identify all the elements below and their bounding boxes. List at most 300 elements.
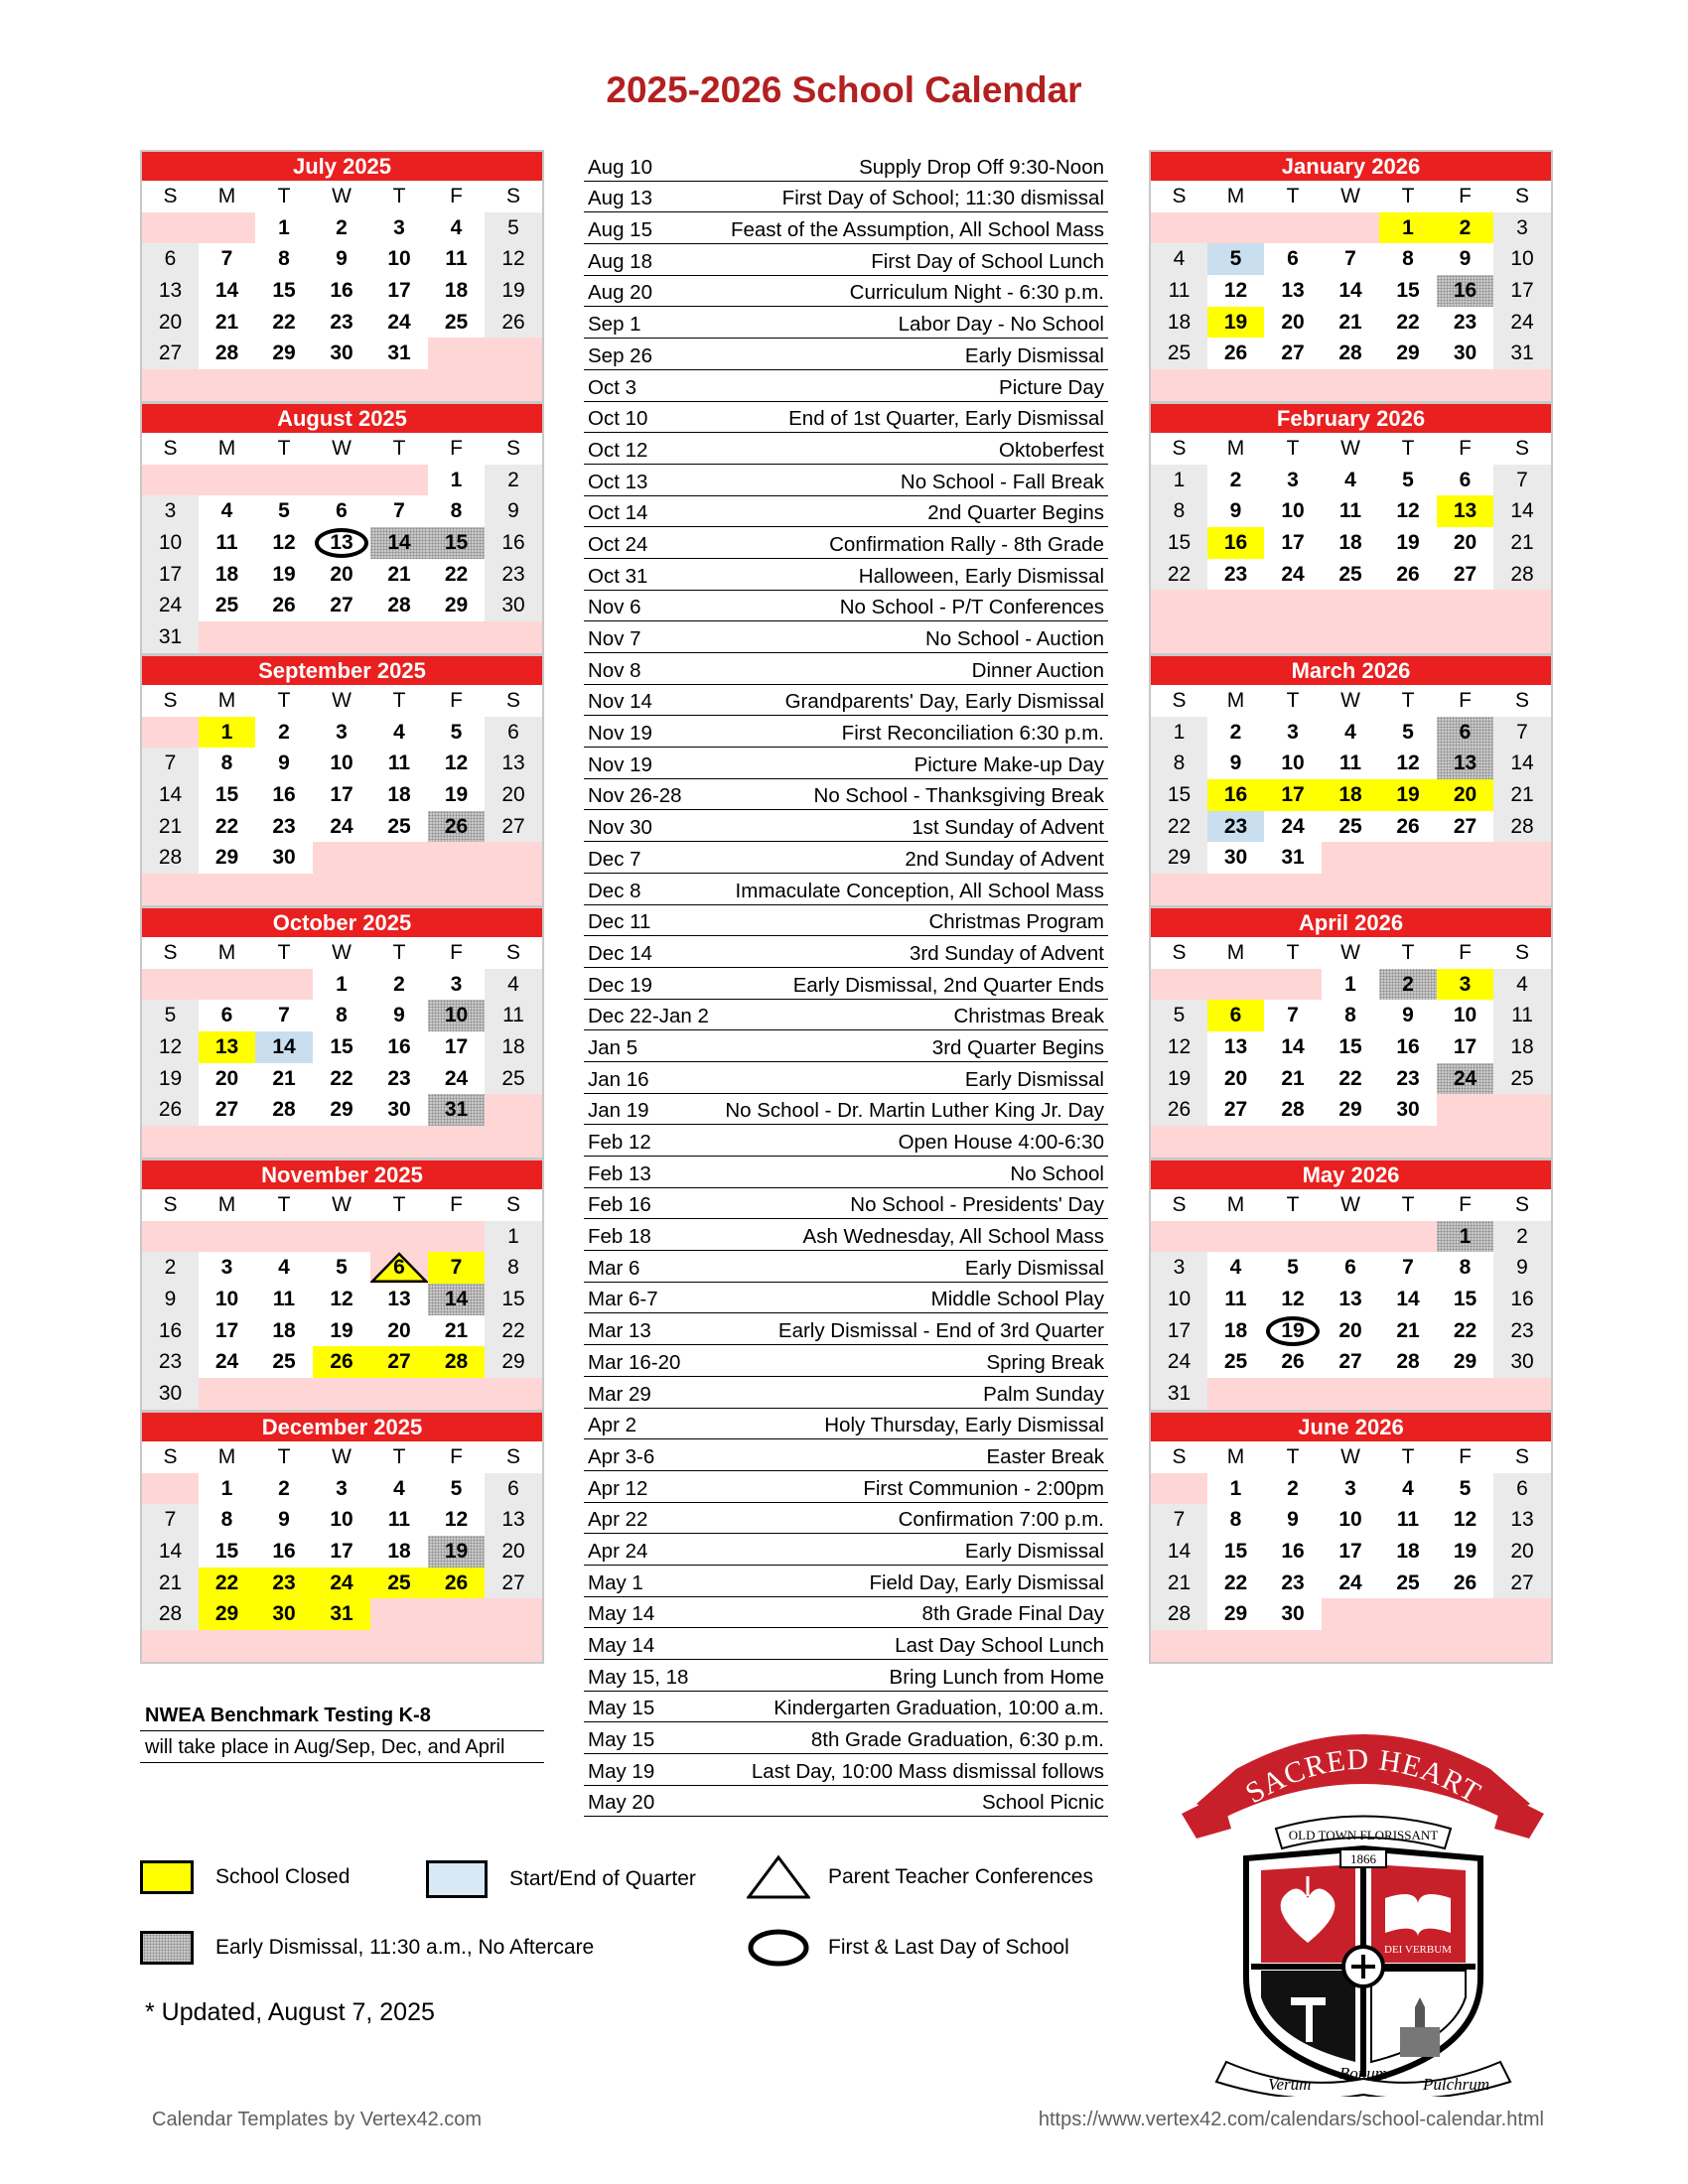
event-date: Aug 20 <box>588 281 652 305</box>
event-description: Feast of the Assumption, All School Mass <box>730 218 1104 242</box>
empty-day <box>255 369 313 401</box>
logo-location-text: OLD TOWN FLORISSANT <box>1288 1828 1439 1843</box>
calendar-day: 13 <box>1437 748 1493 779</box>
calendar-day: 2 <box>255 1473 313 1505</box>
calendar-day: 14 <box>428 1284 485 1315</box>
calendar-day: 10 <box>370 243 428 275</box>
month-calendar <box>140 402 544 655</box>
event-row <box>584 212 1108 244</box>
empty-day <box>428 1221 485 1253</box>
calendar-day: 5 <box>1379 465 1437 496</box>
event-date: Oct 31 <box>588 564 648 588</box>
calendar-day: 16 <box>255 1536 313 1568</box>
calendar-day: 9 <box>1207 748 1264 779</box>
calendar-day: 6 <box>1322 1252 1379 1284</box>
event-date: Aug 13 <box>588 187 652 210</box>
empty-day <box>142 212 199 244</box>
event-date: Nov 7 <box>588 627 641 650</box>
month-header: September 2025 <box>142 656 542 685</box>
event-row <box>584 276 1108 308</box>
calendar-day: 23 <box>485 559 542 591</box>
event-row <box>584 779 1108 811</box>
empty-day <box>1264 1221 1322 1253</box>
calendar-day: 7 <box>255 1000 313 1031</box>
calendar-day: 10 <box>1264 495 1322 527</box>
empty-day <box>428 338 485 369</box>
calendar-day: 14 <box>255 1031 313 1063</box>
empty-day <box>1264 369 1322 401</box>
event-description: Early Dismissal - End of 3rd Quarter <box>777 1319 1104 1343</box>
empty-day <box>485 874 542 905</box>
event-date: May 19 <box>588 1759 655 1783</box>
calendar-day: 7 <box>1151 1504 1207 1536</box>
empty-day <box>1207 212 1264 244</box>
month-grid <box>142 937 542 1158</box>
month-calendar <box>1149 654 1553 907</box>
calendar-day: 21 <box>1493 527 1551 559</box>
calendar-day: 6 <box>1493 1473 1551 1505</box>
event-description: First Day of School Lunch <box>871 249 1104 273</box>
month-header: March 2026 <box>1151 656 1551 685</box>
logo-motto-2: Bonum <box>1338 2064 1388 2083</box>
empty-day <box>485 369 542 401</box>
calendar-day: 20 <box>1264 307 1322 339</box>
calendar-day: 2 <box>313 212 370 244</box>
empty-day <box>1322 1630 1379 1662</box>
calendar-day: 29 <box>1207 1598 1264 1630</box>
empty-day <box>485 1598 542 1630</box>
calendar-day: 6 <box>1207 1000 1264 1031</box>
calendar-day: 3 <box>1264 465 1322 496</box>
calendar-day: 3 <box>313 717 370 749</box>
calendar-day: 20 <box>199 1063 255 1095</box>
calendar-day: 24 <box>428 1063 485 1095</box>
empty-day <box>1493 1630 1551 1662</box>
calendar-day: 31 <box>1264 842 1322 874</box>
empty-day <box>1207 969 1264 1001</box>
event-date: Aug 10 <box>588 155 652 179</box>
month-grid <box>1151 937 1551 1158</box>
calendar-day: 28 <box>1322 338 1379 369</box>
empty-day <box>255 465 313 496</box>
weekday-header: T <box>1379 937 1437 969</box>
event-description: Supply Drop Off 9:30-Noon <box>859 155 1104 179</box>
event-description: Oktoberfest <box>999 438 1104 462</box>
legend-ptc <box>747 1854 1093 1900</box>
empty-day <box>428 621 485 653</box>
empty-day <box>1322 1598 1379 1630</box>
logo-year-text: 1866 <box>1350 1851 1376 1866</box>
calendar-day: 14 <box>142 1536 199 1568</box>
event-date: Apr 3-6 <box>588 1444 655 1468</box>
event-row <box>584 370 1108 402</box>
logo-motto-3: Pulchrum <box>1423 2075 1490 2094</box>
calendar-day: 28 <box>255 1094 313 1126</box>
empty-day <box>1207 1221 1264 1253</box>
event-date: Mar 6-7 <box>588 1288 658 1311</box>
legend-early-label: Early Dismissal, 11:30 a.m., No Aftercare <box>215 1936 595 1959</box>
event-description: Open House 4:00-6:30 <box>898 1131 1104 1154</box>
event-row <box>584 1345 1108 1377</box>
empty-day <box>255 1126 313 1158</box>
empty-day <box>1493 874 1551 905</box>
calendar-day: 1 <box>1207 1473 1264 1505</box>
calendar-day: 7 <box>1493 465 1551 496</box>
event-row <box>584 182 1108 213</box>
calendar-day: 12 <box>142 1031 199 1063</box>
weekday-header: F <box>428 433 485 465</box>
calendar-day: 5 <box>313 1252 370 1284</box>
event-date: May 14 <box>588 1634 655 1657</box>
calendar-day: 4 <box>1151 243 1207 275</box>
calendar-day: 6 <box>1437 465 1493 496</box>
event-row <box>584 307 1108 339</box>
calendar-day: 28 <box>1379 1346 1437 1378</box>
empty-day <box>1322 369 1379 401</box>
calendar-day: 9 <box>370 1000 428 1031</box>
calendar-day: 16 <box>313 275 370 307</box>
event-description: Early Dismissal, 2nd Quarter Ends <box>792 973 1104 997</box>
month-grid <box>142 433 542 653</box>
weekday-header: S <box>1151 1441 1207 1473</box>
event-date: Feb 13 <box>588 1161 651 1185</box>
weekday-header: S <box>1493 1441 1551 1473</box>
weekday-header: S <box>142 433 199 465</box>
empty-day <box>428 1598 485 1630</box>
calendar-day: 12 <box>1379 495 1437 527</box>
empty-day <box>1151 590 1207 621</box>
event-description: No School <box>1010 1161 1104 1185</box>
weekday-header: T <box>1379 1441 1437 1473</box>
calendar-day: 3 <box>1322 1473 1379 1505</box>
weekday-header: F <box>428 1189 485 1221</box>
calendar-day: 8 <box>1379 243 1437 275</box>
calendar-day: 31 <box>142 621 199 653</box>
weekday-header: T <box>370 1189 428 1221</box>
calendar-day: 23 <box>1264 1568 1322 1599</box>
calendar-day: 30 <box>485 590 542 621</box>
weekday-header: M <box>1207 1441 1264 1473</box>
logo-book-text: DEI VERBUM <box>1384 1944 1452 1956</box>
empty-day <box>428 1630 485 1662</box>
event-row <box>584 810 1108 842</box>
empty-day <box>1264 874 1322 905</box>
calendar-day: 4 <box>1379 1473 1437 1505</box>
calendar-day: 31 <box>428 1094 485 1126</box>
event-description: Early Dismissal <box>964 343 1104 367</box>
empty-day <box>142 465 199 496</box>
weekday-header: F <box>428 685 485 717</box>
calendar-day: 26 <box>1151 1094 1207 1126</box>
svg-text:CATHOLIC SCHOOL <box>1293 1784 1435 1814</box>
calendar-day: 18 <box>370 779 428 811</box>
calendar-day: 14 <box>1151 1536 1207 1568</box>
event-description: 2nd Sunday of Advent <box>905 847 1104 871</box>
event-row <box>584 433 1108 465</box>
empty-day <box>1207 621 1264 653</box>
event-description: Christmas Program <box>928 910 1104 934</box>
weekday-header: M <box>1207 181 1264 212</box>
empty-day <box>1493 1598 1551 1630</box>
empty-day <box>1379 1378 1437 1410</box>
event-description: Last Day, 10:00 Mass dismissal follows <box>751 1759 1104 1783</box>
weekday-header: S <box>142 685 199 717</box>
event-date: May 15 <box>588 1728 655 1752</box>
calendar-day: 29 <box>199 1598 255 1630</box>
event-row <box>584 339 1108 370</box>
empty-day <box>1151 1630 1207 1662</box>
calendar-day: 10 <box>142 527 199 559</box>
event-date: Dec 19 <box>588 973 652 997</box>
empty-day <box>1379 590 1437 621</box>
empty-day <box>142 1630 199 1662</box>
calendar-day: 3 <box>142 495 199 527</box>
calendar-day: 5 <box>1437 1473 1493 1505</box>
calendar-day: 19 <box>1437 1536 1493 1568</box>
calendar-day: 23 <box>313 307 370 339</box>
calendar-day: 28 <box>1264 1094 1322 1126</box>
calendar-day: 27 <box>1437 811 1493 843</box>
empty-day <box>1437 874 1493 905</box>
calendar-day: 27 <box>1493 1568 1551 1599</box>
calendar-day: 19 <box>1379 527 1437 559</box>
event-date: May 14 <box>588 1602 655 1626</box>
calendar-day: 24 <box>313 811 370 843</box>
calendar-day: 15 <box>1151 779 1207 811</box>
event-date: Dec 8 <box>588 879 641 902</box>
calendar-day: 21 <box>1493 779 1551 811</box>
calendar-day: 26 <box>1379 559 1437 591</box>
calendar-day: 17 <box>199 1315 255 1347</box>
event-row <box>584 1628 1108 1660</box>
empty-day <box>1264 212 1322 244</box>
calendar-day: 7 <box>428 1252 485 1284</box>
empty-day <box>1151 1126 1207 1158</box>
legend-first-last-label: First & Last Day of School <box>828 1936 1069 1959</box>
event-date: Oct 12 <box>588 438 648 462</box>
weekday-header: S <box>485 433 542 465</box>
calendar-day: 16 <box>142 1315 199 1347</box>
event-description: 1st Sunday of Advent <box>912 816 1104 840</box>
calendar-day: 2 <box>142 1252 199 1284</box>
calendar-day: 31 <box>370 338 428 369</box>
empty-day <box>1379 1221 1437 1253</box>
calendar-day: 16 <box>1437 275 1493 307</box>
event-description: Dinner Auction <box>971 658 1104 682</box>
school-crest-logo <box>1177 1709 1549 2097</box>
calendar-day: 4 <box>370 717 428 749</box>
empty-day <box>1437 1598 1493 1630</box>
calendar-day: 28 <box>370 590 428 621</box>
weekday-header: S <box>142 937 199 969</box>
event-description: Curriculum Night - 6:30 p.m. <box>849 281 1104 305</box>
weekday-header: S <box>142 1441 199 1473</box>
calendar-day: 18 <box>1207 1315 1264 1347</box>
calendar-day: 15 <box>1151 527 1207 559</box>
event-description: Ash Wednesday, All School Mass <box>802 1225 1104 1249</box>
weekday-header: W <box>1322 685 1379 717</box>
calendar-day: 24 <box>142 590 199 621</box>
calendar-day: 16 <box>1379 1031 1437 1063</box>
calendar-day: 26 <box>1437 1568 1493 1599</box>
empty-day <box>1207 1126 1264 1158</box>
calendar-day: 26 <box>313 1346 370 1378</box>
empty-day <box>1493 1094 1551 1126</box>
calendar-day: 8 <box>485 1252 542 1284</box>
empty-day <box>1437 842 1493 874</box>
calendar-day: 17 <box>1264 527 1322 559</box>
calendar-day: 15 <box>313 1031 370 1063</box>
calendar-day: 24 <box>1151 1346 1207 1378</box>
calendar-day: 18 <box>1151 307 1207 339</box>
empty-day <box>199 1221 255 1253</box>
event-row <box>584 716 1108 748</box>
month-header: December 2025 <box>142 1413 542 1441</box>
empty-day <box>1379 369 1437 401</box>
calendar-day: 3 <box>1264 717 1322 749</box>
empty-day <box>428 1126 485 1158</box>
weekday-header: W <box>1322 937 1379 969</box>
empty-day <box>1151 621 1207 653</box>
calendar-day: 21 <box>142 1568 199 1599</box>
calendar-day: 23 <box>1207 811 1264 843</box>
weekday-header: M <box>199 937 255 969</box>
empty-day <box>1437 1094 1493 1126</box>
empty-day <box>1379 842 1437 874</box>
event-description: 8th Grade Graduation, 6:30 p.m. <box>810 1728 1104 1752</box>
event-description: Christmas Break <box>953 1005 1104 1028</box>
calendar-day: 4 <box>199 495 255 527</box>
calendar-day: 7 <box>142 1504 199 1536</box>
event-description: Immaculate Conception, All School Mass <box>735 879 1104 902</box>
weekday-header: F <box>428 1441 485 1473</box>
calendar-day: 30 <box>1379 1094 1437 1126</box>
month-grid <box>1151 1189 1551 1410</box>
calendar-day: 1 <box>1437 1221 1493 1253</box>
empty-day <box>370 842 428 874</box>
empty-day <box>1493 1126 1551 1158</box>
calendar-day: 2 <box>1264 1473 1322 1505</box>
weekday-header: T <box>1264 181 1322 212</box>
event-date: Nov 19 <box>588 752 652 776</box>
calendar-day: 18 <box>485 1031 542 1063</box>
calendar-day: 23 <box>142 1346 199 1378</box>
calendar-day: 22 <box>199 811 255 843</box>
nwea-title: NWEA Benchmark Testing K-8 <box>140 1705 544 1731</box>
weekday-header: T <box>370 937 428 969</box>
month-calendar <box>1149 150 1553 403</box>
event-row <box>584 874 1108 905</box>
calendar-day: 26 <box>485 307 542 339</box>
event-date: Mar 16-20 <box>588 1350 681 1374</box>
event-description: Picture Day <box>999 375 1104 399</box>
calendar-day: 13 <box>485 748 542 779</box>
calendar-day: 10 <box>313 748 370 779</box>
month-grid <box>1151 433 1551 653</box>
month-header: August 2025 <box>142 404 542 433</box>
event-description: 3rd Sunday of Advent <box>909 941 1104 965</box>
calendar-day: 8 <box>1322 1000 1379 1031</box>
event-row <box>584 1503 1108 1535</box>
calendar-day: 21 <box>142 811 199 843</box>
logo-subtitle-text: CATHOLIC SCHOOL <box>1292 1784 1435 1815</box>
calendar-day: 4 <box>485 969 542 1001</box>
empty-day <box>313 369 370 401</box>
calendar-day: 24 <box>199 1346 255 1378</box>
weekday-header: F <box>1437 181 1493 212</box>
calendar-day: 26 <box>142 1094 199 1126</box>
calendar-day: 3 <box>1493 212 1551 244</box>
calendar-day: 7 <box>1493 717 1551 749</box>
calendar-day: 17 <box>1437 1031 1493 1063</box>
empty-day <box>199 874 255 905</box>
month-calendar <box>140 1159 544 1412</box>
calendar-day: 22 <box>1379 307 1437 339</box>
calendar-day: 14 <box>199 275 255 307</box>
event-date: Mar 6 <box>588 1256 640 1280</box>
calendar-day: 3 <box>428 969 485 1001</box>
calendar-day: 10 <box>1264 748 1322 779</box>
calendar-day: 26 <box>255 590 313 621</box>
calendar-day: 2 <box>1207 717 1264 749</box>
calendar-day: 12 <box>1151 1031 1207 1063</box>
empty-day <box>1437 621 1493 653</box>
weekday-header: M <box>199 1189 255 1221</box>
calendar-day: 13 <box>485 1504 542 1536</box>
calendar-day: 2 <box>255 717 313 749</box>
event-row <box>584 1094 1108 1126</box>
event-date: Mar 13 <box>588 1319 651 1343</box>
empty-day <box>485 1094 542 1126</box>
calendar-day: 9 <box>1264 1504 1322 1536</box>
event-date: Dec 14 <box>588 941 652 965</box>
event-row <box>584 1377 1108 1409</box>
empty-day <box>1379 874 1437 905</box>
calendar-day: 5 <box>428 717 485 749</box>
calendar-day: 1 <box>485 1221 542 1253</box>
calendar-day: 29 <box>1151 842 1207 874</box>
month-header: November 2025 <box>142 1160 542 1189</box>
event-row <box>584 150 1108 182</box>
empty-day <box>1151 874 1207 905</box>
event-description: 2nd Quarter Begins <box>927 501 1104 525</box>
weekday-header: T <box>1264 1441 1322 1473</box>
event-row <box>584 1722 1108 1754</box>
calendar-day: 21 <box>1264 1063 1322 1095</box>
calendar-day: 3 <box>199 1252 255 1284</box>
calendar-day: 2 <box>370 969 428 1001</box>
weekday-header: S <box>1151 685 1207 717</box>
calendar-day: 17 <box>1264 779 1322 811</box>
footer-url[interactable]: https://www.vertex42.com/calendars/school-calendar.html <box>1038 2109 1544 2130</box>
event-row <box>584 1188 1108 1220</box>
calendar-day: 11 <box>1493 1000 1551 1031</box>
calendar-day: 15 <box>1322 1031 1379 1063</box>
legend-closed-label: School Closed <box>215 1865 351 1888</box>
weekday-header: T <box>1379 685 1437 717</box>
calendar-day: 9 <box>1379 1000 1437 1031</box>
calendar-day: 10 <box>1493 243 1551 275</box>
calendar-day: 20 <box>1493 1536 1551 1568</box>
calendar-day: 24 <box>1437 1063 1493 1095</box>
calendar-day: 29 <box>199 842 255 874</box>
empty-day <box>1207 369 1264 401</box>
empty-day <box>1322 1378 1379 1410</box>
calendar-day: 30 <box>1264 1598 1322 1630</box>
calendar-day: 2 <box>485 465 542 496</box>
calendar-day: 14 <box>370 527 428 559</box>
calendar-day: 11 <box>370 1504 428 1536</box>
